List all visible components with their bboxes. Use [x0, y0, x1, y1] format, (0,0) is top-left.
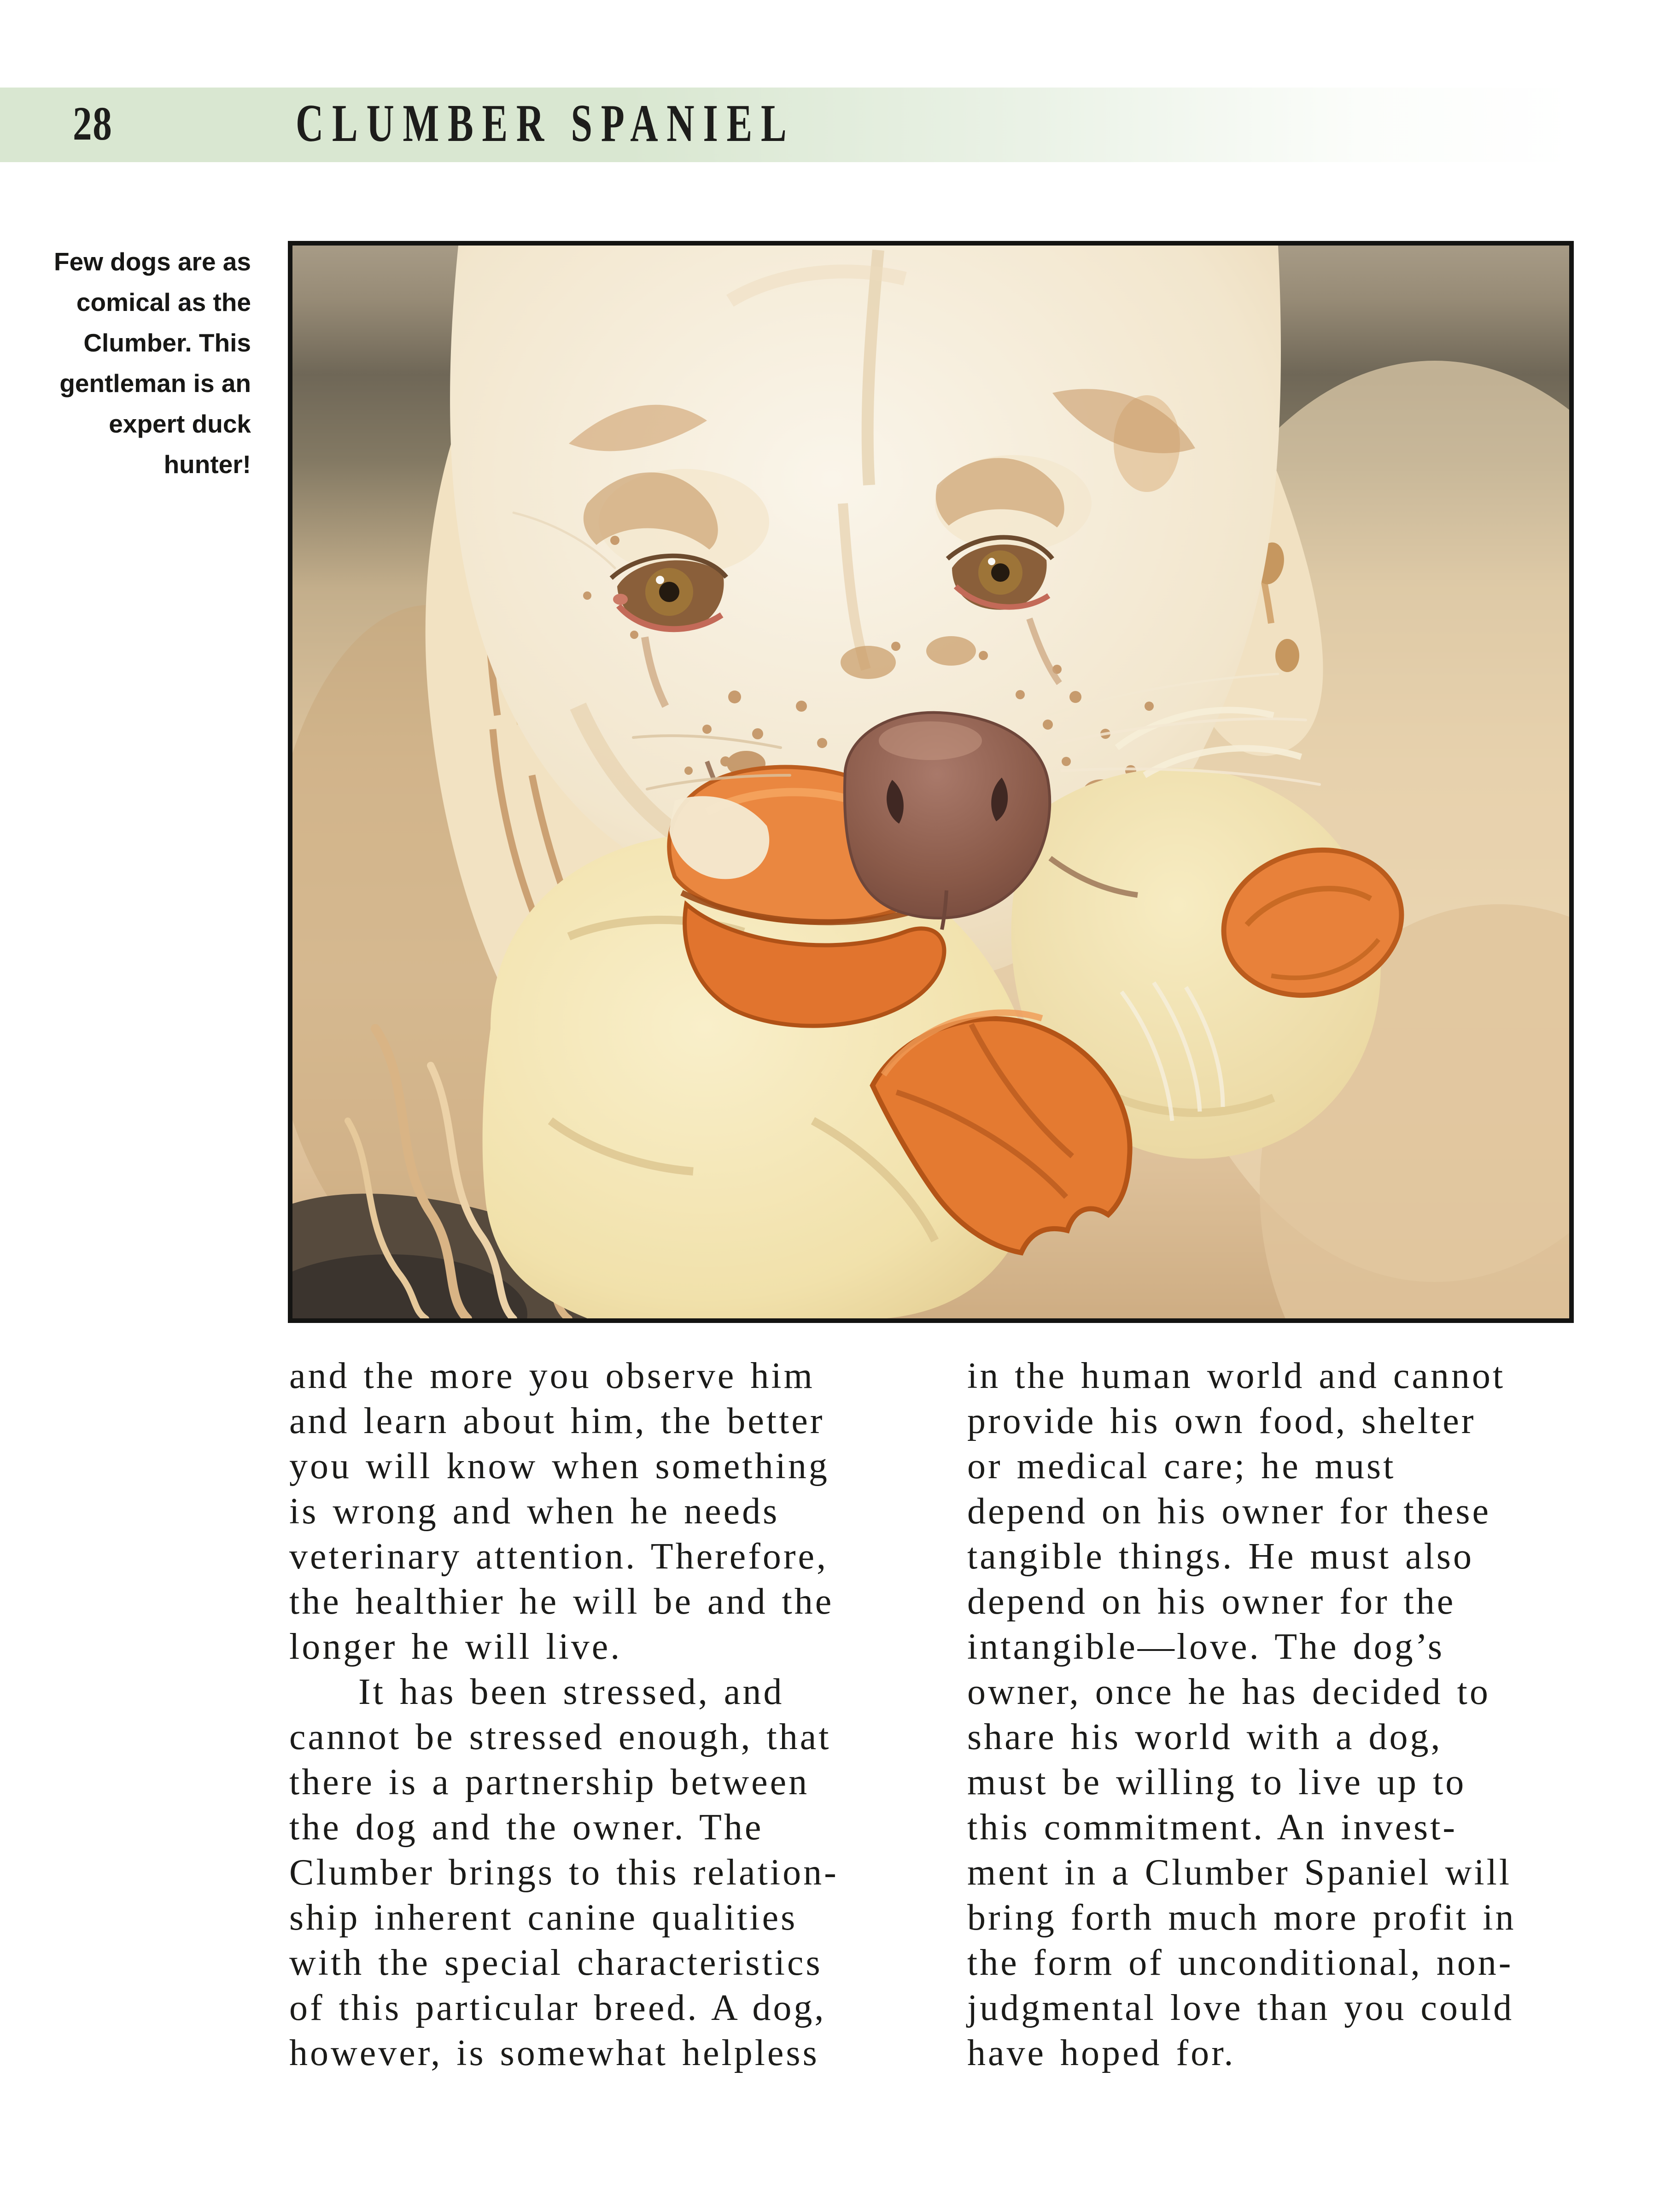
body-line: Clumber brings to this relation- — [289, 1852, 839, 1893]
body-line-paragraph-start: It has been stressed, and — [358, 1672, 784, 1712]
caption-line: comical as the — [76, 288, 251, 316]
body-line: is wrong and when he needs — [289, 1491, 780, 1532]
body-line: the form of unconditional, non- — [967, 1943, 1513, 1983]
page-title: CLUMBER SPANIEL — [296, 94, 795, 153]
caption-line: Clumber. This — [83, 328, 251, 357]
body-line: or medical care; he must — [967, 1446, 1396, 1486]
body-line: ment in a Clumber Spaniel will — [967, 1852, 1512, 1893]
body-line: depend on his owner for these — [967, 1491, 1491, 1532]
body-line: depend on his owner for the — [967, 1581, 1456, 1622]
body-line: tangible things. He must also — [967, 1536, 1474, 1577]
dog-with-duck-toy-photo — [292, 246, 1569, 1318]
body-line: cannot be stressed enough, that — [289, 1717, 831, 1757]
body-line: veterinary attention. Therefore, — [289, 1536, 829, 1577]
body-line: intangible—love. The dog’s — [967, 1627, 1444, 1667]
body-line: in the human world and cannot — [967, 1356, 1506, 1396]
body-column-right — [967, 1353, 1612, 2076]
body-line: with the special characteristics — [289, 1943, 823, 1983]
body-line: share his world with a dog, — [967, 1717, 1443, 1757]
body-line: owner, once he has decided to — [967, 1672, 1490, 1712]
body-line: there is a partnership between — [289, 1762, 810, 1802]
body-line: the dog and the owner. The — [289, 1807, 764, 1848]
caption-line: gentleman is an — [59, 369, 251, 398]
body-line: ship inherent canine qualities — [289, 1897, 798, 1938]
body-line: the healthier he will be and the — [289, 1581, 834, 1622]
body-line: and the more you observe him — [289, 1356, 815, 1396]
body-line: bring forth much more profit in — [967, 1897, 1516, 1938]
caption-line: Few dogs are as — [54, 247, 251, 276]
body-line: provide his own food, shelter — [967, 1401, 1476, 1441]
body-line: must be willing to live up to — [967, 1762, 1466, 1802]
body-column-left — [289, 1353, 934, 2076]
photo-caption — [28, 241, 251, 485]
body-line: longer he will live. — [289, 1627, 622, 1667]
caption-line: expert duck — [109, 410, 251, 438]
body-line: judgmental love than you could — [967, 1988, 1514, 2028]
page-number: 28 — [73, 97, 113, 151]
body-line: of this particular breed. A dog, — [289, 1988, 826, 2028]
page-header-band — [0, 88, 1659, 162]
body-line: you will know when something — [289, 1446, 830, 1486]
body-line: have hoped for. — [967, 2033, 1236, 2073]
body-line: this commitment. An invest- — [967, 1807, 1458, 1848]
caption-line: hunter! — [164, 450, 251, 479]
body-line: however, is somewhat helpless — [289, 2033, 819, 2073]
photo-figure — [288, 241, 1574, 1323]
body-line: and learn about him, the better — [289, 1401, 825, 1441]
